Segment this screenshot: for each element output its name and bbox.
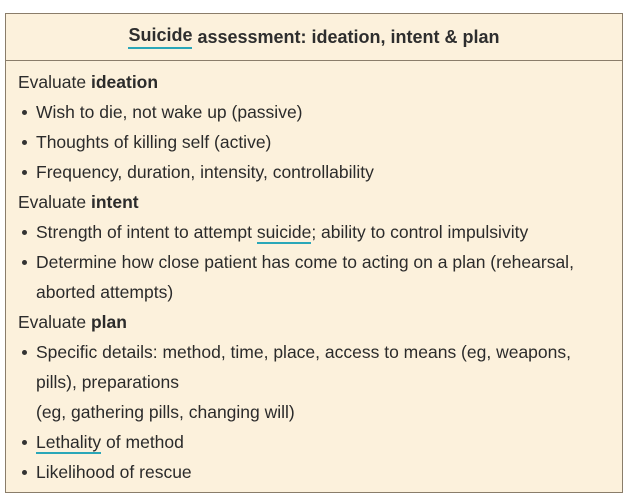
list-item: Thoughts of killing self (active) [18, 127, 622, 157]
keyword-ideation: ideation [90, 72, 159, 92]
card-title [6, 14, 622, 61]
keyword-plan: plan [90, 312, 127, 332]
title-text: assessment: ideation, intent & plan [192, 26, 500, 47]
list-item: Wish to die, not wake up (passive) [18, 97, 622, 127]
list-item: Lethality of method [18, 427, 622, 457]
list-item: Determine how close patient has come to acting on a plan (rehearsal, aborted attempts) [18, 247, 622, 307]
link-suicide[interactable]: suicide [256, 222, 312, 242]
list-item: Specific details: method, time, place, access to means (eg, weapons, pills), preparations (eg, gathering pills, changing will) [18, 337, 622, 427]
keyword-intent: intent [90, 192, 139, 212]
plan-list [18, 337, 622, 487]
title-link-suicide[interactable]: Suicide [128, 25, 192, 49]
section-heading-intent: Evaluate intent [18, 192, 139, 212]
card-content [6, 61, 622, 487]
link-lethality[interactable]: Lethality [36, 432, 102, 452]
list-item: Strength of intent to attempt suicide; ability to control impulsivity [18, 217, 622, 247]
section-heading-plan: Evaluate plan [18, 312, 127, 332]
assessment-card [5, 13, 623, 493]
section-heading-ideation: Evaluate ideation [18, 72, 159, 92]
ideation-list [18, 97, 622, 187]
list-item: Frequency, duration, intensity, controllability [18, 157, 622, 187]
intent-list [18, 217, 622, 307]
list-item: Likelihood of rescue [18, 457, 622, 487]
